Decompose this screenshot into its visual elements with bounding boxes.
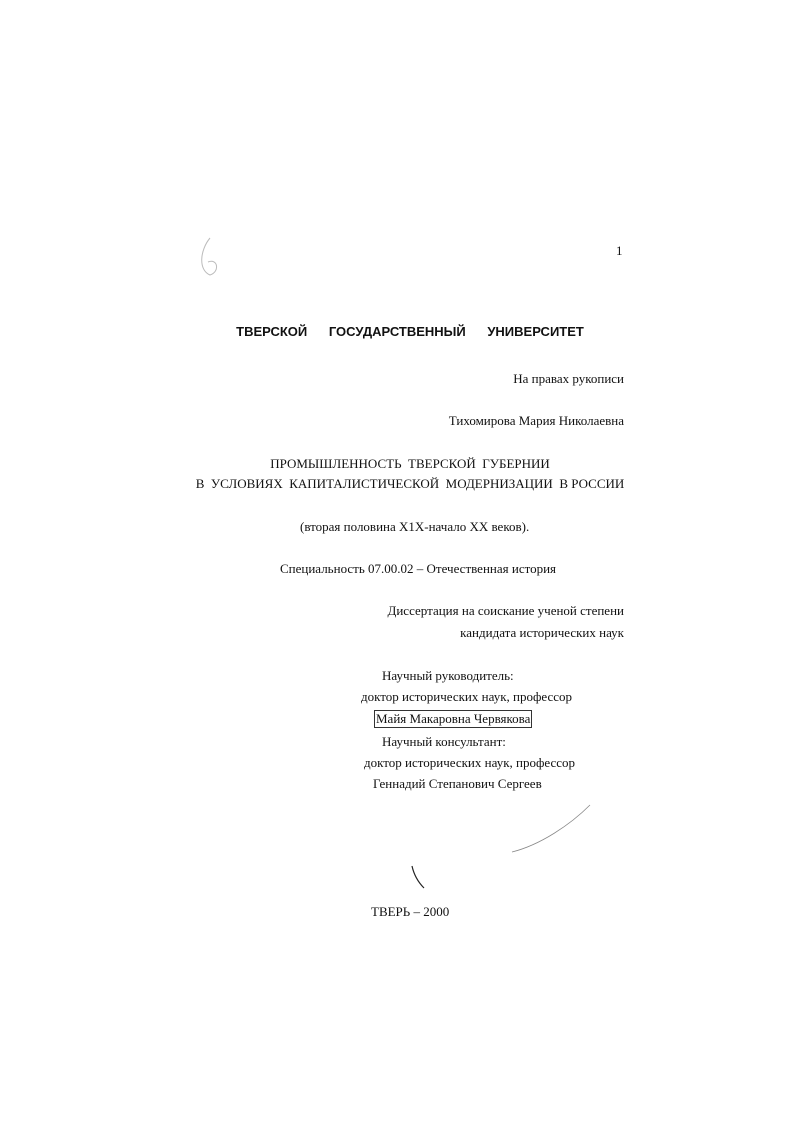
consultant-name: Геннадий Степанович Сергеев [373,776,542,791]
city-year: ТВЕРЬ – 2000 [371,904,450,919]
degree-line-1: Диссертация на соискание ученой степени [387,603,624,618]
pen-stroke [512,805,590,852]
specialty: Специальность 07.00.02 – Отечественная история [280,561,557,576]
handwritten-mark [202,238,217,275]
consultant-rank: доктор исторических наук, профессор [364,755,576,770]
title-line-2: В УСЛОВИЯХ КАПИТАЛИСТИЧЕСКОЙ МОДЕРНИЗАЦИИ В РОССИИ [195,476,625,491]
supervisor-rank: доктор исторических наук, профессор [361,689,573,704]
pen-stroke [412,866,424,888]
university-heading: ТВЕРСКОЙ ГОСУДАРСТВЕННЫЙ УНИВЕРСИТЕТ [236,324,584,339]
supervisor-name: Майя Макаровна Червякова [376,711,531,726]
period: (вторая половина X1X-начало XX веков). [300,519,530,534]
author-name: Тихомирова Мария Николаевна [448,413,624,428]
consultant-label: Научный консультант: [382,734,506,749]
manuscript-note: На правах рукописи [513,371,624,386]
title-line-1: ПРОМЫШЛЕННОСТЬ ТВЕРСКОЙ ГУБЕРНИИ [270,456,550,471]
page-number: 1 [616,243,623,258]
supervisor-label: Научный руководитель: [382,668,514,683]
degree-line-2: кандидата исторических наук [460,625,624,640]
